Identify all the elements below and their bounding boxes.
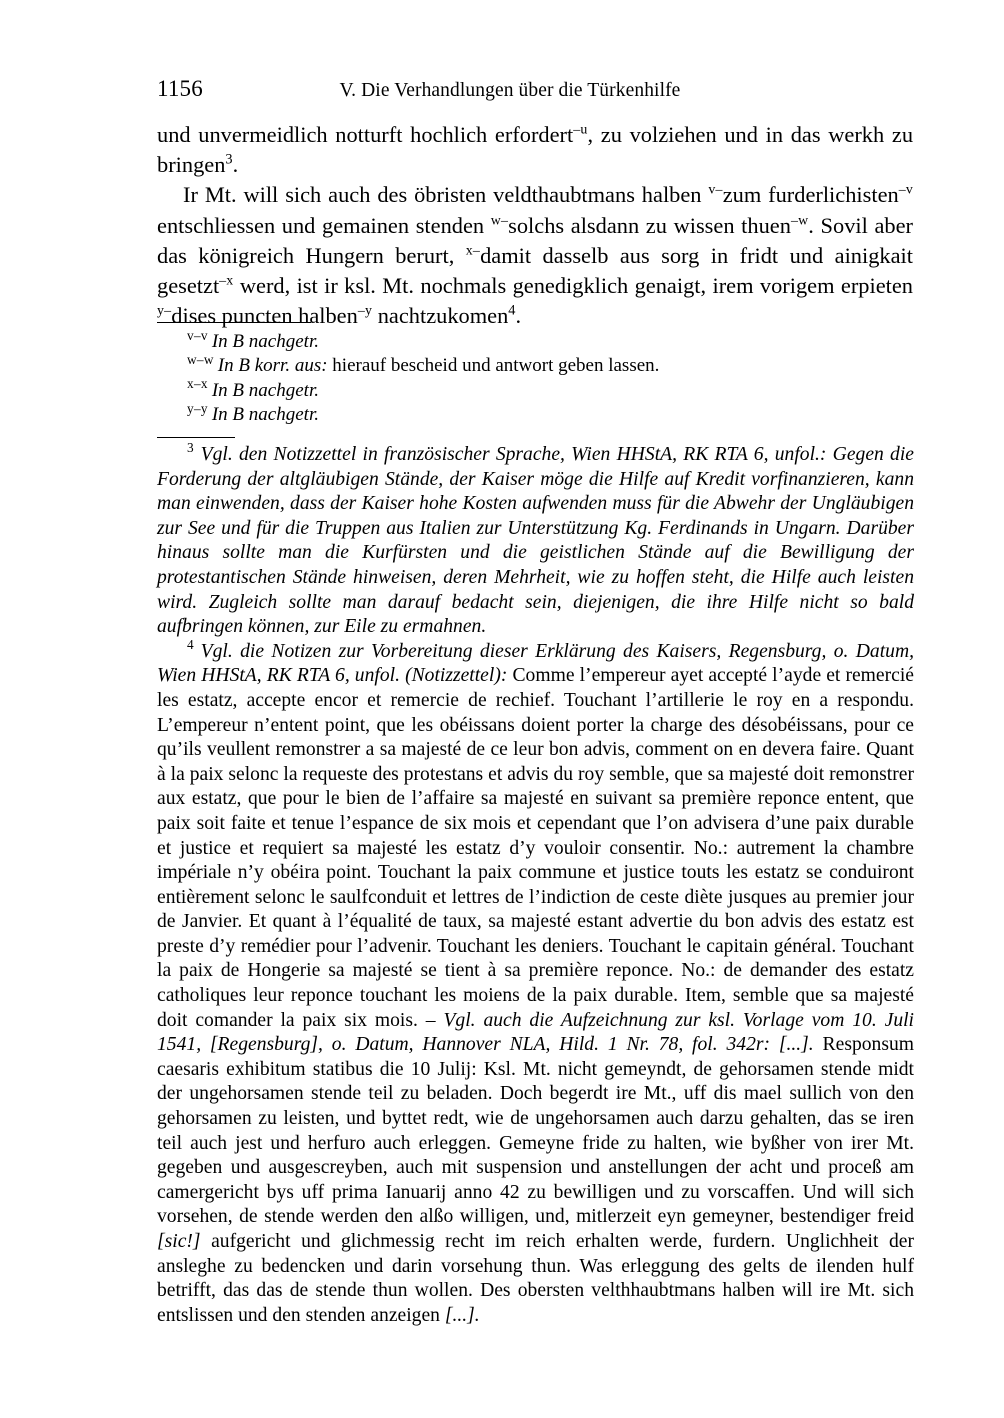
- apparatus-lemma: In B nachgetr.: [211, 379, 319, 401]
- text-run: dises puncten halben: [171, 303, 358, 329]
- apparatus-separator-rule: [157, 322, 311, 323]
- apparatus-marker: –x: [219, 273, 234, 289]
- apparatus-sigla: y–y: [187, 400, 208, 416]
- apparatus-marker: –y: [357, 303, 373, 319]
- footnote-italic-run: [sic!]: [157, 1231, 201, 1252]
- apparatus-sigla: v–v: [187, 327, 208, 343]
- footnote-roman-run: aufgericht und glichmessig recht im reich erhalten werde, furdern. Unglichheit der ansleghe zu bedencken und darin vorsehung thun. Was erleggung des gelts de ilenden hulf betrifft, das das de stende thun wollen. Des obersten velthhaubtmans halben will ire Mt. sich entslissen und den stenden anzeigen: [157, 1231, 914, 1326]
- running-head-title: V. Die Verhandlungen über die Türkenhilfe: [339, 80, 681, 101]
- footnote-roman-run: Responsum caesaris exhibitum statibus die 10 Julij: Ksl. Mt. nicht gemeyndt, de gehorsamen stende midt der ungehorsamen stende teil zu beladen. Doch begerdt ire Mt., uff dis mael sullich von den gehorsamen zu leisten, und byttet redt, wie de ungehorsamen auch darzu gehalten, das se iren teil auch jest und herfuro auch erleggen. Gemeyne fride zu halten, wie byßher von irer Mt. gegeben und ausgescreyben, auch mit suspension und anstellungen der acht und proceß am camergericht bys uff prima Ianuarij anno 42 zu bewilligen und zu vorscaffen. Und will sich vorsehen, de stende werden den alßo willigen, und, mitlerzeit eyn gemeyner, bestendiger freid: [157, 1034, 915, 1228]
- apparatus-reading: hierauf bescheid und antwort geben lassen.: [327, 355, 660, 377]
- apparatus-lemma: In B korr. aus:: [217, 355, 328, 377]
- apparatus-entry: [187, 354, 913, 378]
- body-paragraph-ir-mt: [157, 180, 913, 331]
- text-run: solchs alsdann zu wissen thuen: [508, 212, 791, 238]
- footnote-italic-run: Vgl. den Notizzettel in französischer Sprache, Wien HHStA, RK RTA 6, unfol.: Gegen die Forderung der altgläubigen Stände, der Kaiser möge die Hilfe auf Kredit vorfinanzieren, kann man einwenden, dass der Kaiser hohe Kosten aufwenden muss für die Abwehr der Ungläubigen zur See und für die Truppen aus Italien zur Unterstützung Kg. Ferdinands in Ungarn. Darüber hinaus sollte man die Kurfürsten und die geistlichen Stände auf die Bewilligung der protestantischen Stände hinweisen, deren Mehrheit, wie zu hoffen steht, die Hilfe auch leisten wird. Zugleich sollte man darauf bedacht sein, diejenigen, die ihre Hilfe nicht so bald aufbringen können, zur Eile zu ermahnen.: [157, 444, 914, 638]
- apparatus-entry: [187, 400, 913, 427]
- text-run: werd, ist ir ksl. Mt. nochmals genedigklich genaigt, irem vorigem erpieten: [233, 273, 913, 299]
- text-run: .: [232, 152, 239, 178]
- apparatus-marker: –u: [573, 122, 588, 138]
- apparatus-lemma: In B nachgetr.: [211, 331, 319, 352]
- apparatus-sigla: w–w: [187, 352, 214, 368]
- apparatus-marker: v–: [708, 182, 723, 198]
- text-run: Ir Mt. will sich auch des öbristen veldthaubtmans halben: [183, 182, 709, 208]
- text-run: damit dasselb aus sorg in fridt und ainigkait gesetzt: [157, 242, 913, 299]
- apparatus-lemma: In B nachgetr.: [211, 404, 319, 426]
- footnote-number: 3: [187, 440, 194, 456]
- text-run: .: [515, 303, 522, 329]
- apparatus-marker: –v: [898, 182, 913, 198]
- footnote-reference[interactable]: 4: [508, 302, 516, 319]
- body-text-block: [157, 120, 913, 331]
- footnote-reference[interactable]: 3: [225, 151, 233, 168]
- critical-apparatus-block: [157, 327, 913, 428]
- apparatus-entry: [187, 376, 913, 403]
- text-run: . Sovil aber das königreich Hungern berurt,: [157, 212, 914, 268]
- footnote-italic-run: Vgl. die Notizen zur Vorbereitung dieser Erklärung des Kaisers, Regensburg, o. Datum, Wien HHStA, RK RTA 6, unfol. (Notizzettel):: [157, 640, 914, 687]
- text-run: zum furderlichisten: [722, 182, 899, 208]
- footnote: [157, 440, 914, 640]
- apparatus-marker: –w: [790, 213, 809, 229]
- apparatus-marker: y–: [157, 303, 172, 319]
- text-run: und unvermeidlich notturft hochlich erfordert: [157, 122, 574, 147]
- text-run: , zu volziehen und in das werkh zu bringen: [157, 122, 914, 178]
- footnote-number: 4: [187, 637, 194, 653]
- apparatus-marker: x–: [465, 243, 481, 259]
- footnote-italic-run: Vgl. auch die Aufzeichnung zur ksl. Vorlage vom 10. Juli 1541, [Regensburg], o. Datum, Hannover NLA, Hild. 1 Nr. 78, fol. 342r: [...].: [157, 1009, 915, 1056]
- body-paragraph-continued: [157, 120, 913, 180]
- apparatus-marker: w–: [490, 213, 509, 229]
- apparatus-sigla: x–x: [187, 376, 208, 392]
- apparatus-entry: [187, 327, 913, 354]
- running-head: [157, 76, 913, 102]
- footnote-roman-run: Comme l’empereur ayet accepté l’ayde et remercié les estatz, accepte encor et remercie de rechief. Touchant l’artillerie le roy en a respondu. L’empereur n’entent point, que les obéissans doient porter la charge des désobéissans, pour ce qu’ils veullent remonstrer a sa majesté de ce leur bon advis, comment on en devera faire. Quant à la paix selonc la requeste des protestans et advis du roy semble, que sa majesté doit remonstrer aux estatz, que pour le bien de l’affaire sa majesté en suivant sa première reponce entent, que paix soit faite et tenue l’espance de six mois et cependant que l’on advisera d’une paix durable et justice et requiert sa majesté les estatz d’y vouloir consentir. No.: autrement la chambre impériale n’y obéira point. Touchant la paix commune et justice touts les estatz se conduiront entièrement selonc le saulfconduit et lettres de l’indiction de ceste diète jusques au premier jour de Janvier. Et quant à l’équalité de taux, sa majesté estant advertie du bon advis des estatz est preste d’y remédier pour l’advenir. Touchant les deniers. Touchant le capitain général. Touchant la paix de Hongerie sa majesté se tient à sa première reponce. No.: de demander des estatz catholiques leur reponce touchant les moiens de la paix durable. Item, semble que sa majesté doit comander la paix six mois. –: [157, 665, 914, 1031]
- footnotes-block: [157, 440, 915, 1328]
- page-number: 1156: [157, 76, 203, 101]
- text-run: entschliessen und gemainen stenden: [157, 212, 491, 238]
- footnote-italic-run: [...].: [444, 1304, 480, 1326]
- text-run: nachtzukomen: [372, 303, 509, 329]
- footnote: [157, 637, 915, 1329]
- footnote-separator-rule: [157, 437, 235, 438]
